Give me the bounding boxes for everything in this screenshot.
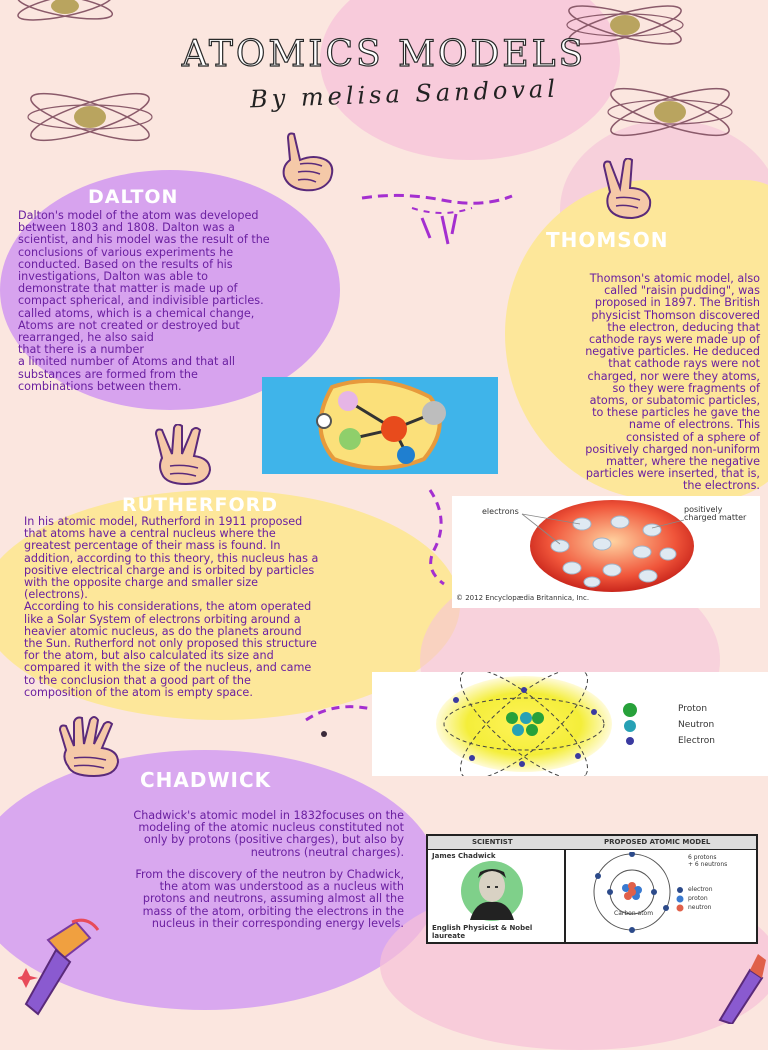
thomson-figure-credit: © 2012 Encyclopædia Britannica, Inc. (456, 594, 590, 602)
chadwick-heading: CHADWICK (140, 768, 272, 792)
table-divider (564, 836, 566, 942)
atom-icon (20, 82, 160, 152)
hand-one-finger-icon (274, 132, 346, 196)
scientist-name: James Chadwick (432, 852, 496, 860)
chadwick-table-figure (426, 834, 758, 944)
paintbrush-icon (700, 950, 768, 1024)
dalton-molecule-image (262, 377, 498, 474)
rutherford-text: In his atomic model, Rutherford in 1911 proposed that atoms have a central nucleus where the greatest percentage of their mass is found. In addition, according to this theory, this nucleus has a positive electrical charge and is orbited by particles with the opposite charge and smaller size (electrons). According to his considerations, the atom operated like a Solar System of electrons orbiting around a heavier atomic nucleus, as do the planets around the Sun. Rutherford not only proposed this structure for the atom, but also calculated its size and compared it with the size of the nucleus, and came to the conclusion that a good part of the composition of the atom is empty space. (24, 515, 319, 699)
legend-neutron: Neutron (678, 720, 715, 730)
protons-neutrons-label: 6 protons + 6 neutrons (688, 854, 728, 868)
legend-proton: Proton (678, 704, 708, 714)
chadwick-text-1: Chadwick's atomic model in 1832focuses on the modeling of the atomic nucleus constituted not only by protons (positive charges), but also by neutrons (neutral charges). (133, 809, 404, 859)
carbon-atom-caption: Carbon atom (614, 910, 654, 917)
page-title: ATOMICS MODELS (181, 34, 587, 75)
table-header-scientist: SCIENTIST (472, 838, 513, 846)
dalton-text: Dalton's model of the atom was developed between 1803 and 1808. Dalton was a scientist, and his model was the result of the conclusions of various experiments he conducted. Based on the results of his investigations, Dalton was able to demonstrate that matter is made up of compact spherical, and indivisible particles. called atoms, which is a chemical change, Atoms are not created or destroyed but rearranged, he also said that there is a number a limited number of Atoms and that all substances are formed from the combinations between them. (18, 209, 270, 393)
chadwick-text-2: From the discovery of the neutron by Chadwick, the atom was understood as a nucleus with protons and neutrons, assuming almost all the mass of the atom, orbiting the electrons in the nucleus in their corresponding energy levels. (135, 868, 404, 930)
scientist-portrait (460, 860, 524, 922)
thomson-plum-pudding-figure (452, 496, 760, 608)
dalton-heading: DALTON (88, 186, 179, 208)
legend-electron-chadwick: electron (688, 886, 713, 893)
thomson-text: Thomson's atomic model, also called "raisin pudding", was proposed in 1897. The British physicist Thomson discovered the electron, deducing that cathode rays were made up of negative particles. He deduced that cathode rays were not charged, nor were they atoms, so they were fragments of atoms, or subatomic particles, to these particles he gave the name of electrons. This consisted of a sphere of positively charged non-uniform matter, where the negative particles were inserted, that is, the electrons. (585, 272, 760, 493)
thomson-figure-label-positive: positively charged matter (684, 505, 747, 522)
legend-neutron-chadwick: neutron (688, 904, 712, 911)
hand-three-fingers-icon (150, 424, 224, 490)
table-header-model: PROPOSED ATOMIC MODEL (604, 838, 711, 846)
rutherford-heading: RUTHERFORD (122, 494, 279, 516)
thomson-heading: THOMSON (546, 228, 669, 252)
legend-electron: Electron (678, 736, 715, 746)
byline: By melisa Sandoval (249, 74, 560, 114)
scientist-caption: English Physicist & Nobel laureate (432, 924, 533, 940)
hand-two-fingers-icon (596, 158, 664, 224)
paintbrush-icon (18, 918, 106, 1018)
atom-icon (10, 0, 120, 30)
legend-proton-chadwick: proton (688, 895, 708, 902)
thomson-figure-label-electrons: electrons (482, 507, 519, 516)
hand-four-fingers-icon (56, 716, 136, 782)
atom-icon (600, 72, 740, 152)
rutherford-atom-figure (372, 672, 768, 776)
